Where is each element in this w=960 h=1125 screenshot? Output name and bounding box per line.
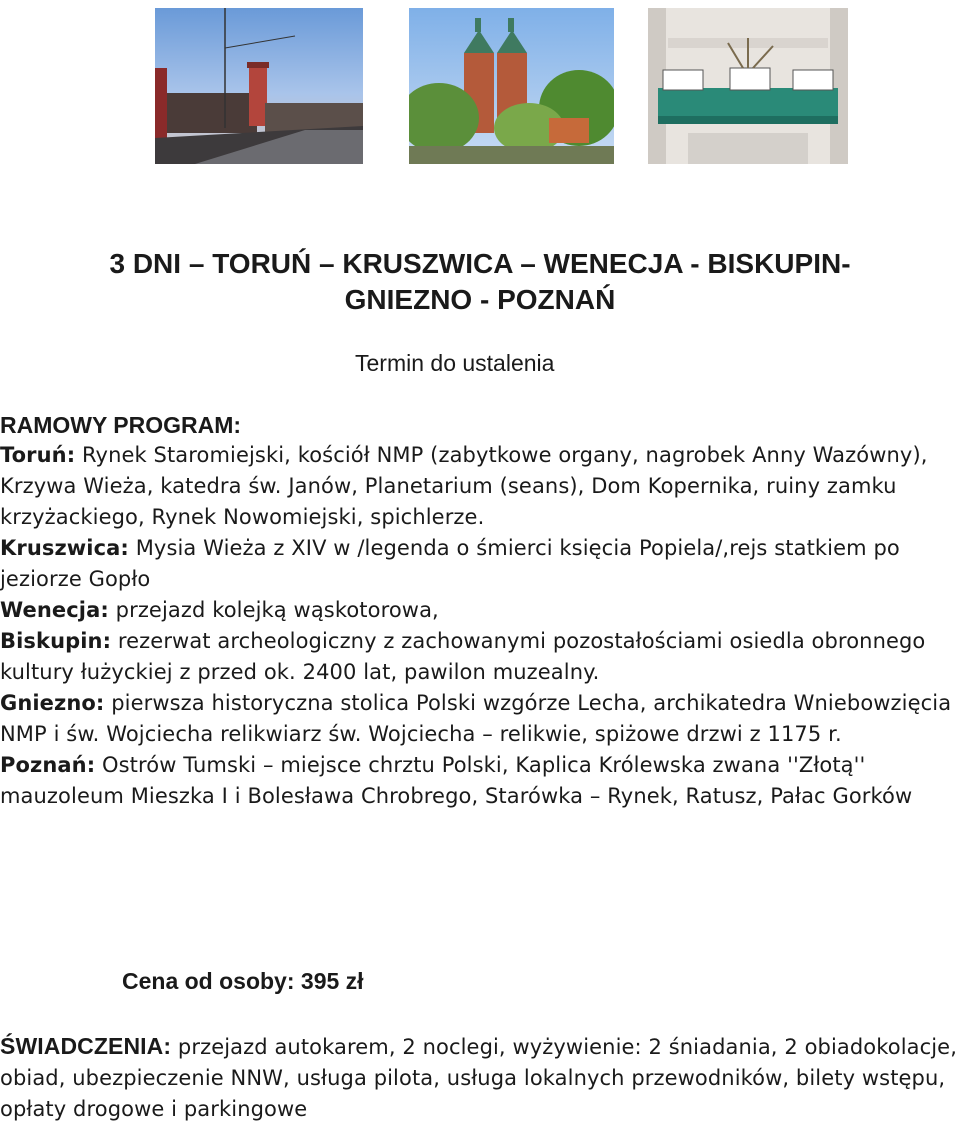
- item-text: przejazd kolejką wąskotorowa,: [108, 598, 439, 622]
- item-label: Toruń:: [0, 443, 76, 467]
- building-facade-photo: [648, 8, 848, 164]
- cathedral-towers-photo: [409, 8, 614, 164]
- price-text: Cena od osoby: 395 zł: [122, 968, 364, 994]
- item-text: Ostrów Tumski – miejsce chrztu Polski, Kaplica Królewska zwana ''Złotą'' mauzoleum Mieszka I i Bolesława Chrobrego, Starówka – Rynek, Ratusz, Pałac Gorków: [0, 753, 913, 808]
- item-text: Mysia Wieża z XIV w /legenda o śmierci księcia Popiela/,rejs statkiem po jeziorze Gopło: [0, 536, 900, 591]
- program-item-kruszwica: [0, 533, 960, 595]
- page-title: [0, 246, 960, 318]
- photo-strip: [0, 8, 960, 164]
- program-item-torun: [0, 440, 960, 533]
- services-paragraph: [0, 1031, 960, 1125]
- item-text: pierwsza historyczna stolica Polski wzgórze Lecha, archikatedra Wniebowzięcia NMP i św. Wojciecha relikwiarz św. Wojciecha – relikwie, spiżowe drzwi z 1175 r.: [0, 691, 952, 746]
- item-label: Biskupin:: [0, 629, 112, 653]
- services-label: ŚWIADCZENIA:: [0, 1033, 172, 1059]
- item-text: rezerwat archeologiczny z zachowanymi pozostałościami osiedla obronnego kultury łużyckiej z przed ok. 2400 lat, pawilon muzealny.: [0, 629, 926, 684]
- program-item-biskupin: [0, 626, 960, 688]
- item-label: Wenecja:: [0, 598, 109, 622]
- tower-street-photo: [155, 8, 363, 164]
- item-label: Kruszwica:: [0, 536, 129, 560]
- title-line-1: 3 DNI – TORUŃ – KRUSZWICA – WENECJA - BISKUPIN-: [109, 248, 851, 279]
- item-label: Gniezno:: [0, 691, 105, 715]
- item-label: Poznań:: [0, 753, 96, 777]
- program-heading: RAMOWY PROGRAM:: [0, 412, 242, 438]
- item-text: Rynek Staromiejski, kościół NMP (zabytkowe organy, nagrobek Anny Wazówny), Krzywa Wieża, katedra św. Janów, Planetarium (seans), Dom Kopernika, ruiny zamku krzyżackiego, Rynek Nowomiejski, spichlerze.: [0, 443, 928, 529]
- program-section: [0, 410, 960, 812]
- program-item-wenecja: [0, 595, 960, 626]
- program-item-poznan: [0, 750, 960, 812]
- services-text: przejazd autokarem, 2 noclegi, wyżywienie: 2 śniadania, 2 obiadokolacje, obiad, ubezpieczenie NNW, usługa pilota, usługa lokalnych przewodników, bilety wstępu, opłaty drogowe i parkingowe: [0, 1035, 957, 1121]
- term-text: Termin do ustalenia: [355, 350, 555, 376]
- services-section: [0, 1031, 960, 1125]
- program-item-gniezno: [0, 688, 960, 750]
- title-line-2: GNIEZNO - POZNAŃ: [344, 284, 616, 315]
